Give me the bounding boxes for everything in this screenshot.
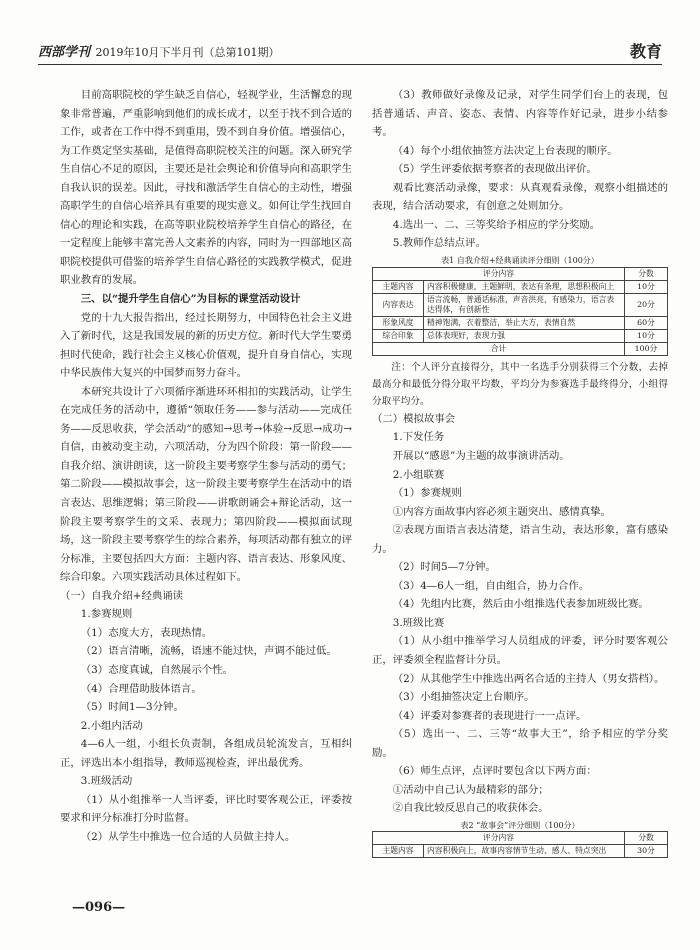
paragraph: （1）从小组推举一人当评委，评比时要客观公正，评委按要求和评分标准打分时监督。 [60,793,352,825]
paragraph: 开展以“感恩”为主题的故事演讲活动。 [392,450,570,463]
paragraph: （4）每个小组依抽签方法决定上台表现的顺序。 [392,144,618,157]
page-header [38,40,662,65]
paragraph: 本研究共设计了六项循序渐进环环相扣的实践活动，让学生在完成任务的活动中，遵循“领取任务——参与活动——完成任务——反思收获，学会活动”的感知→思考→体验→反思→成功→自信，由被动变主动，六项活动，分为四个阶段：第一阶段——自我介绍、演讲朗读，这一阶段主要考察学生参与活动的勇气；第二阶段——模拟故事会，这一阶段主要考察学生在活动中的语言表达、思维逻辑；第三阶段——讲歌朗诵会+辩论活动，这一阶段主要考察学生的文采、表现力；第四阶段——模拟面试现场，这一阶段主要考察学生的综合素养，每项活动都有独立的评分标准，主要包括四大方面：主题内容、语言表达、形象风度、综合印象。六项实践活动具体过程如下。 [60,385,352,584]
table1-header-content: 评分内容 [373,267,625,280]
paragraph: （3）态度真诚，自然展示个性。 [80,663,233,676]
paragraph: （3）4—6人一组，自由组合，协力合作。 [392,579,590,592]
paragraph: 1.参赛规则 [80,608,133,621]
paragraph: （1）态度大方，表现热情。 [80,626,213,639]
paragraph: （4）先组内比赛，然后由小组推选代表参加班级比赛。 [392,598,649,611]
paragraph: ①活动中自己认为最精彩的部分； [392,783,549,796]
table2-header-score: 分数 [625,831,668,844]
section-label: 教育 [629,42,662,61]
table-cell: 内容表达 [373,293,424,316]
journal-logo: 西部学刊 [38,45,91,60]
table1 [372,267,668,356]
paragraph: 3.班级活动 [80,775,133,788]
paragraph: ②自我比较反思自己的收获体会。 [392,802,549,815]
paragraph: （1）参赛规则 [392,487,462,500]
right-top-paragraphs [372,86,668,253]
paragraph: 党的十九大报告指出，经过长期努力，中国特色社会主义进入了新时代，这是我国发展的新的历史方位。新时代大学生要勇担时代使命，践行社会主义核心价值观，提升自身自信心，实现中华民族伟大复兴的中国梦而努力奋斗。 [60,311,352,380]
right-column [372,86,668,858]
paragraph: （3）教师做好录像及记录，对学生同学们台上的表现，包括普通话、声音、姿态、表情、内容等作好记录，进步小结参考。 [372,89,668,139]
table2-header-row [373,831,668,844]
table-cell: 内容积极健康，主题鲜明，表达有条理，思想积极向上 [424,280,625,293]
journal-info [38,41,280,60]
paragraph: （5）时间1—3分钟。 [80,701,184,714]
paragraph: 5.教师作总结点评。 [392,237,486,250]
paragraph: （2）从其他学生中推选出两名合适的主持人（男女搭档）。 [392,672,665,685]
paragraph: （3）小组抽签决定上台顺序。 [392,691,535,704]
table1-total-value: 100分 [625,342,668,355]
table1-total-row [373,342,668,355]
left-column [60,86,352,846]
table1-header-row [373,267,668,280]
paragraph: 4.选出一、二、三等奖给予相应的学分奖励。 [392,218,601,231]
page-number: —096— [72,900,126,915]
table2-caption: 表2 “故事会”评分细则（100分） [460,820,580,830]
table1-note: 注：个人评分直接得分，其中一名选手分别获得三个分数，去掉最高分和最低分得分取平均数，平均分为参赛选手最终得分，小组得分取平均分。 [372,361,668,407]
table-cell: 主题内容 [373,280,424,293]
table-cell: 总体表现好，表现力强 [424,329,625,342]
table-row [373,329,668,342]
paragraph: （2）从学生中推选一位合适的人员做主持人。 [80,830,296,843]
table-cell: 60分 [625,316,668,329]
paragraph: （二）模拟故事会 [372,412,456,425]
paragraph: 3.班级比赛 [392,616,445,629]
table1-header-score: 分数 [625,267,668,280]
table-cell: 20分 [625,293,668,316]
paragraph: 2.小组联赛 [392,468,445,481]
table-cell: 30分 [625,844,668,857]
paragraph: （一）自我介绍+经典诵读 [60,589,184,602]
paragraph: 2.小组内活动 [80,719,143,732]
table-cell: 语言流畅，普通话标准，声音洪亮，有感染力，语言表达得体，有创新性 [424,293,625,316]
paragraph: （4）评委对参赛者的表现进行一一点评。 [392,709,587,722]
table-cell: 精神饱满，衣着整洁，举止大方，表情自然 [424,316,625,329]
table-cell: 10分 [625,280,668,293]
table-cell: 10分 [625,329,668,342]
table-cell: 综合印象 [373,329,424,342]
paragraph: （5）选出一、二、三等“故事大王”，给予相应的学分奖励。 [372,728,668,759]
issue-info: 2019年10月下半月刊（总第101期） [95,46,280,59]
table2-header-content: 评分内容 [373,831,625,844]
paragraph: 观看比赛活动录像，要求：从真观看录像，观察小组描述的表现，结合活动要求，有创意之处则加分。 [372,181,668,213]
paragraph: ①内容方面故事内容必须主题突出、感情真挚。 [392,505,611,518]
paragraph: 目前高职院校的学生缺乏自信心，轻视学业，生活懈怠的现象非常普遍，严重影响到他们的成长成才，以至于找不到合适的工作，或者在工作中得不到重用，毁不到自身价值。增强信心，为工作奠定坚实基础，是值得高职院校关注的问题。深入研究学生自信心不足的原因，主要还是社会舆论和价值导向和高职学生自我认识的误差。因此，寻找和激活学生自信心的主动性，增强高职学生的自信心培养具有重要的现实意义。如何让学生找回自信心的理论和实践，在高等职业院校培养学生自信心的路径，在一定程度上能够丰富完善人文素养的内容，同时为一四部地区高职院校提供可借鉴的培养学生自信心路径的实践教学模式，促进职业教育的发展。 [60,89,352,287]
table-row [373,316,668,329]
paragraph: 1.下发任务 [392,431,445,444]
paragraph: （2）语言清晰，流畅，语速不能过快，声调不能过低。 [80,645,337,658]
table-row [373,280,668,293]
table-cell: 形象风度 [373,316,424,329]
table2 [372,831,668,858]
paragraph: （2）时间5—7分钟。 [392,561,496,574]
table-cell: 主题内容 [373,844,424,857]
table-cell: 内容积极向上，故事内容情节生动、感人、特点突出 [424,844,625,857]
paragraph: 4—6人一组，小组长负责制，各组成员轮流发言，互相纠正，评选出本小组指导，教师巡视检查，评出最优秀。 [60,738,352,769]
paragraph: 三、以“提升学生自信心”为目标的课堂活动设计 [80,293,301,306]
paragraph: ②表现方面语言表达清楚，语言生动，表达形象，富有感染力。 [372,524,668,555]
paragraph: （4）合理借助肢体语言。 [80,682,202,695]
table-row [373,844,668,857]
paragraph: （1）从小组中推举学习人员组成的评委，评分时要客观公正，评委须全程监督计分员。 [372,635,668,667]
table1-total-label: 合计 [373,342,625,355]
table-row [373,293,668,316]
table1-caption: 表1 自我介绍+经典诵读评分细则（100分） [441,255,599,265]
paragraph: （5）学生评委依据考察者的表现做出评价。 [392,163,597,176]
right-mid-paragraphs [372,410,668,818]
paragraph: （6）师生点评，点评时要包含以下两方面： [392,765,597,778]
